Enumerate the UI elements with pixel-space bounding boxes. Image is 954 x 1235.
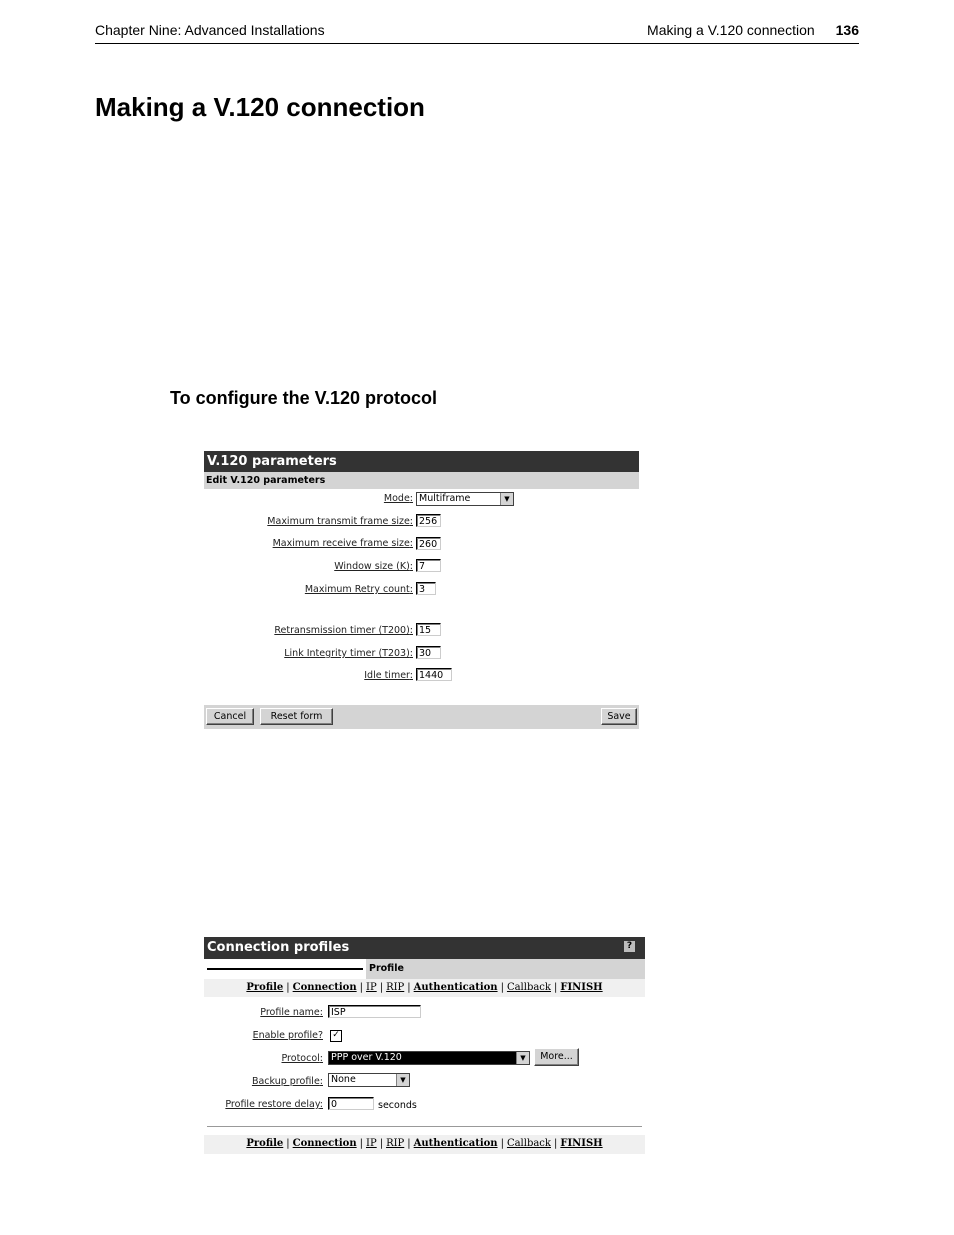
tab-profile[interactable]: Profile — [366, 959, 645, 979]
header-rule — [95, 43, 859, 44]
procedure-heading: To configure the V.120 protocol — [170, 388, 438, 408]
nav-authentication[interactable]: Authentication — [413, 1138, 498, 1149]
v120-subtitle: Edit V.120 parameters — [204, 472, 639, 489]
chevron-down-icon: ▼ — [396, 1074, 409, 1086]
enable-profile-checkbox[interactable]: ✓ — [330, 1030, 342, 1042]
v120-button-bar — [204, 705, 639, 729]
restore-delay-unit: seconds — [378, 1100, 417, 1111]
v120-panel — [204, 451, 639, 729]
nav-bar-top — [204, 979, 645, 997]
enable-profile-label: Enable profile? — [252, 1030, 323, 1041]
running-header-chapter: Chapter Nine: Advanced Installations — [95, 22, 325, 38]
nav-callback[interactable]: Callback — [506, 1138, 551, 1149]
form-divider — [207, 1126, 642, 1127]
restore-delay-label: Profile restore delay: — [225, 1099, 323, 1110]
mode-label: Mode: — [383, 493, 413, 504]
save-button[interactable]: Save — [601, 708, 637, 725]
t203-input[interactable]: 30 — [416, 646, 441, 659]
backup-profile-label: Backup profile: — [251, 1076, 323, 1087]
running-header-section: Making a V.120 connection — [647, 22, 815, 38]
protocol-label: Protocol: — [281, 1053, 323, 1064]
window-size-label: Window size (K): — [334, 561, 413, 572]
max-receive-input[interactable]: 260 — [416, 537, 441, 550]
max-transmit-input[interactable]: 256 — [416, 514, 441, 527]
nav-finish[interactable]: FINISH — [560, 982, 603, 993]
nav-connection[interactable]: Connection — [292, 982, 357, 993]
idle-timer-input[interactable]: 1440 — [416, 668, 452, 681]
profiles-title: Connection profiles — [207, 940, 350, 955]
window-size-input[interactable]: 7 — [416, 559, 441, 572]
t200-input[interactable]: 15 — [416, 623, 441, 636]
more-button[interactable]: More... — [534, 1048, 579, 1066]
page-title: Making a V.120 connection — [95, 92, 425, 122]
nav-authentication[interactable]: Authentication — [413, 982, 498, 993]
cancel-button[interactable]: Cancel — [206, 708, 254, 725]
nav-rip[interactable]: RIP — [386, 1138, 405, 1149]
tab-strip — [204, 959, 645, 979]
chevron-down-icon: ▼ — [500, 493, 513, 505]
backup-profile-select[interactable]: None ▼ — [328, 1073, 410, 1087]
nav-rip[interactable]: RIP — [386, 982, 405, 993]
nav-profile[interactable]: Profile — [246, 1138, 284, 1149]
idle-timer-label: Idle timer: — [364, 670, 413, 681]
t200-label: Retransmission timer (T200): — [274, 625, 413, 636]
help-icon[interactable]: ? — [624, 941, 635, 952]
chevron-down-icon: ▼ — [516, 1052, 529, 1064]
profiles-title-bar — [204, 937, 645, 959]
nav-bar-bottom — [204, 1135, 645, 1154]
retry-count-input[interactable]: 3 — [416, 582, 436, 595]
nav-links-bottom: Profile | Connection | IP | RIP | Authentication | Callback | FINISH — [246, 1138, 603, 1149]
running-header-right — [647, 22, 859, 38]
nav-links-top: Profile | Connection | IP | RIP | Authentication | Callback | FINISH — [246, 982, 603, 993]
mode-select[interactable]: Multiframe ▼ — [416, 492, 514, 506]
max-transmit-label: Maximum transmit frame size: — [267, 516, 413, 527]
profile-name-input[interactable]: ISP — [328, 1005, 421, 1018]
retry-count-label: Maximum Retry count: — [304, 584, 413, 595]
protocol-select[interactable]: PPP over V.120 ▼ — [328, 1051, 530, 1065]
nav-profile[interactable]: Profile — [246, 982, 284, 993]
reset-form-button[interactable]: Reset form — [260, 708, 333, 725]
v120-title: V.120 parameters — [204, 451, 639, 472]
nav-connection[interactable]: Connection — [292, 1138, 357, 1149]
tab-line — [207, 968, 363, 970]
nav-finish[interactable]: FINISH — [560, 1138, 603, 1149]
nav-callback[interactable]: Callback — [506, 982, 551, 993]
max-receive-label: Maximum receive frame size: — [272, 538, 413, 549]
restore-delay-input[interactable]: 0 — [328, 1097, 374, 1110]
t203-label: Link Integrity timer (T203): — [284, 648, 413, 659]
connection-profiles-panel — [204, 937, 645, 1154]
page-number: 136 — [835, 22, 859, 38]
nav-ip[interactable]: IP — [366, 1138, 377, 1149]
nav-ip[interactable]: IP — [366, 982, 377, 993]
profile-name-label: Profile name: — [260, 1007, 323, 1018]
